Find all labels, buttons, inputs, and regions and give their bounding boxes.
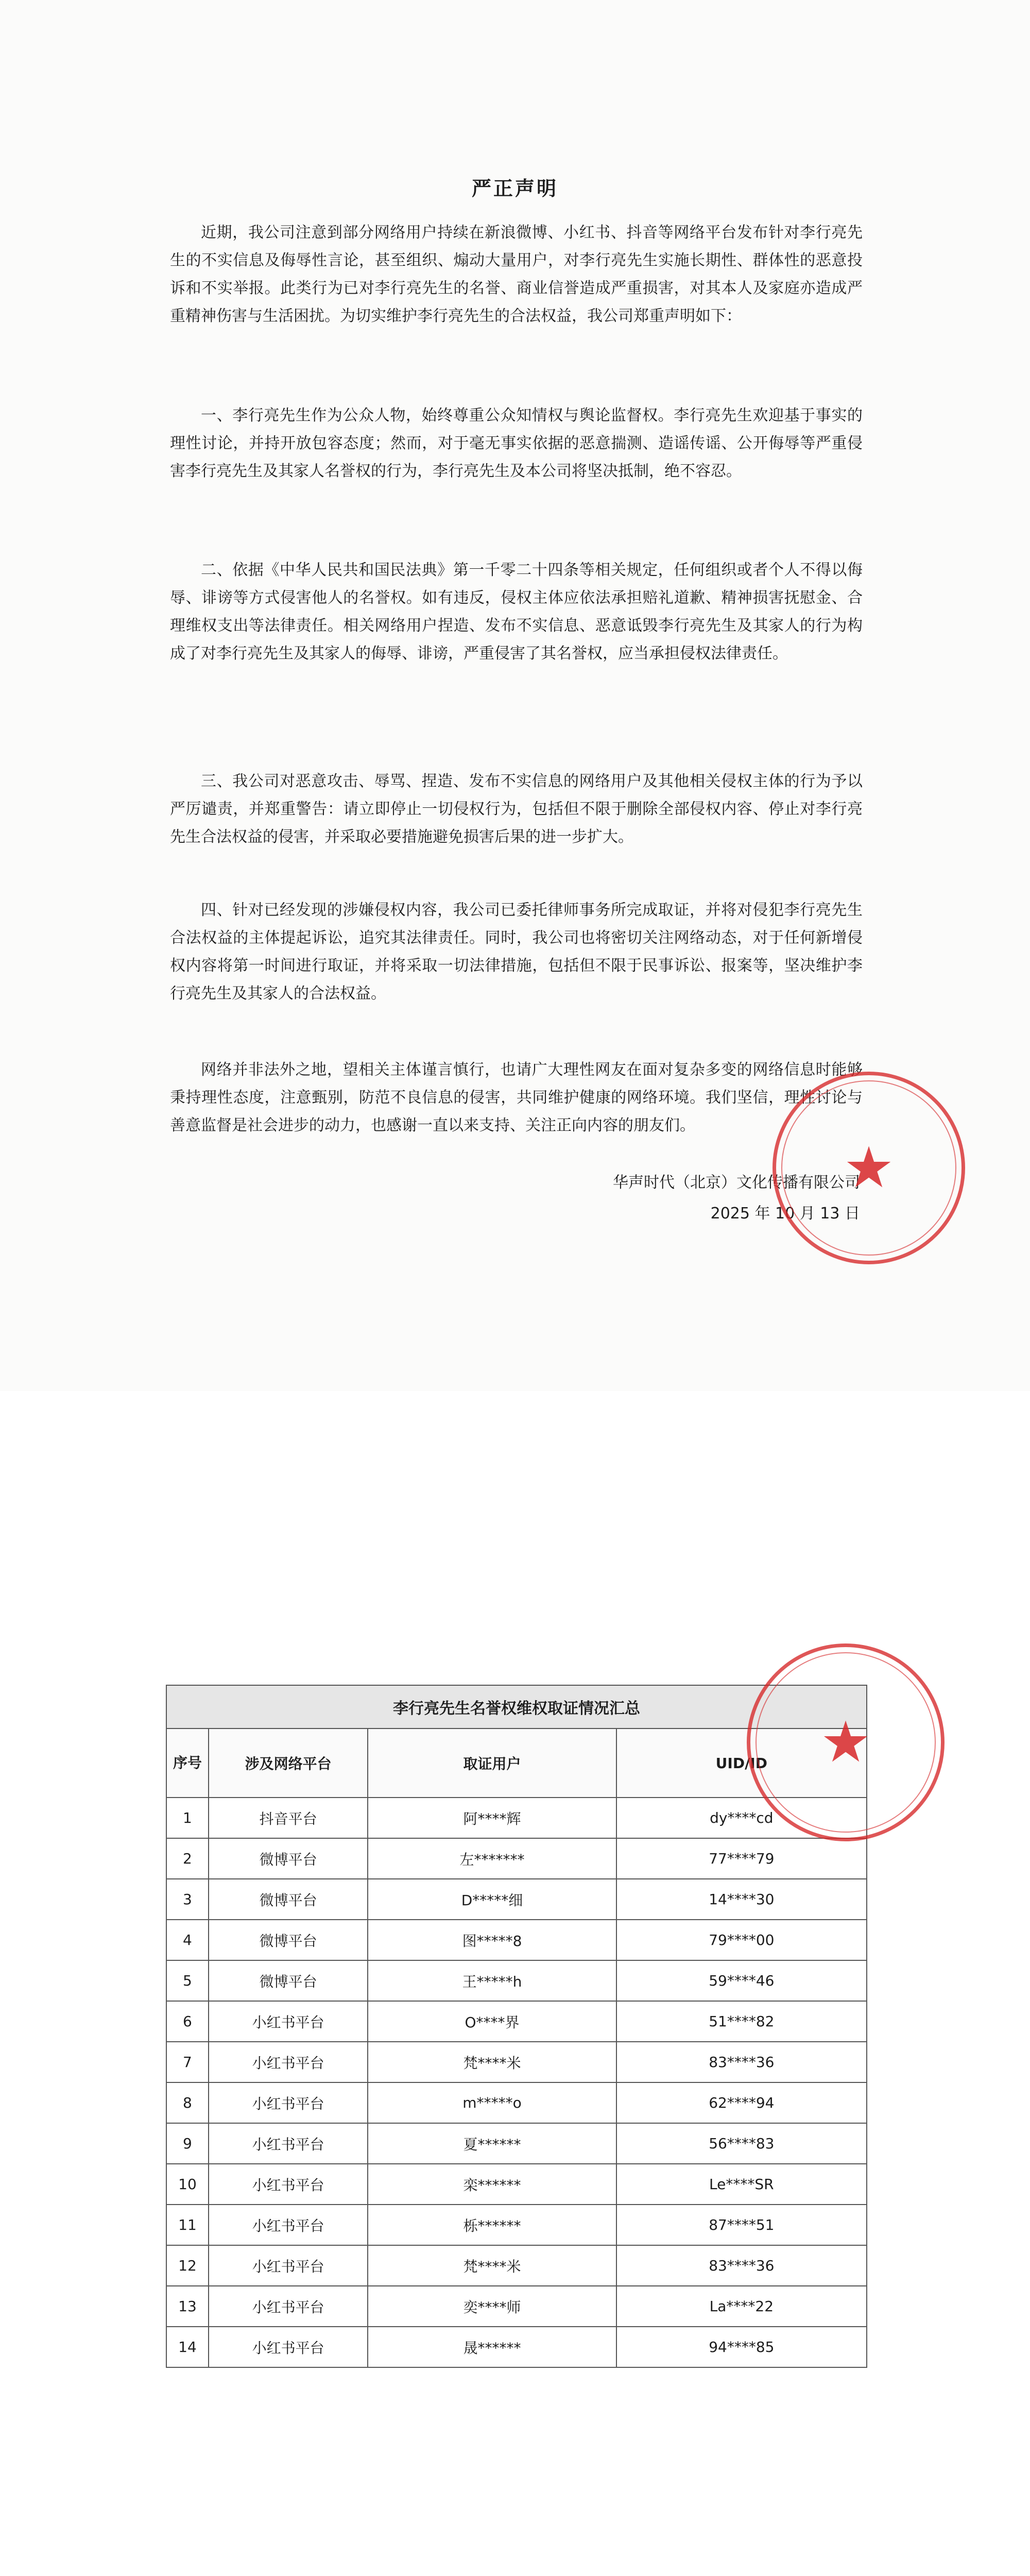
cell-user: 晟****** — [368, 2327, 616, 2367]
cell-uid: 77****79 — [616, 1838, 867, 1879]
table-title: 李行亮先生名誉权维权取证情况汇总 — [166, 1685, 867, 1728]
cell-user: 梵****米 — [368, 2042, 616, 2082]
cell-seq: 14 — [166, 2327, 209, 2367]
cell-platform: 小红书平台 — [209, 2327, 368, 2367]
table-row — [166, 2327, 867, 2367]
cell-platform: 抖音平台 — [209, 1798, 368, 1838]
seal-star-icon: ★ — [843, 1134, 895, 1200]
cell-seq: 7 — [166, 2042, 209, 2082]
clause-2-paragraph: 二、依据《中华人民共和国民法典》第一千零二十四条等相关规定，任何组织或者个人不得以侮辱、诽谤等方式侵害他人的名誉权。如有违反，侵权主体应依法承担赔礼道歉、精神损害抚慰金、合理维权支出等法律责任。相关网络用户捏造、发布不实信息、恶意诋毁李行亮先生及其家人的行为构成了对李行亮先生及其家人的侮辱、诽谤，严重侵害了其名誉权，应当承担侵权法律责任。 — [170, 561, 863, 663]
cell-user: 栾****** — [368, 2164, 616, 2205]
cell-platform: 小红书平台 — [209, 2205, 368, 2245]
header-uid: UID/ID — [616, 1728, 867, 1798]
table-row — [166, 1798, 867, 1838]
cell-user: 图*****8 — [368, 1920, 616, 1960]
cell-seq: 12 — [166, 2245, 209, 2286]
table-row — [166, 2082, 867, 2123]
cell-uid: La****22 — [616, 2286, 867, 2327]
cell-seq: 10 — [166, 2164, 209, 2205]
table-seal-stamp — [747, 1643, 945, 1841]
cell-uid: 79****00 — [616, 1920, 867, 1960]
table-row — [166, 2042, 867, 2082]
cell-seq: 5 — [166, 1960, 209, 2001]
cell-user: 阿****辉 — [368, 1798, 616, 1838]
cell-platform: 微博平台 — [209, 1838, 368, 1879]
cell-uid: 51****82 — [616, 2001, 867, 2042]
table-row — [166, 2205, 867, 2245]
cell-uid: 59****46 — [616, 1960, 867, 2001]
table-row — [166, 2123, 867, 2164]
cell-uid: 14****30 — [616, 1879, 867, 1920]
table-row — [166, 2245, 867, 2286]
cell-platform: 小红书平台 — [209, 2082, 368, 2123]
cell-platform: 小红书平台 — [209, 2001, 368, 2042]
table-row — [166, 2286, 867, 2327]
table-row — [166, 2164, 867, 2205]
cell-platform: 小红书平台 — [209, 2123, 368, 2164]
cell-user: D*****细 — [368, 1879, 616, 1920]
table-row — [166, 1960, 867, 2001]
cell-user: 夏****** — [368, 2123, 616, 2164]
cell-uid: 94****85 — [616, 2327, 867, 2367]
header-user: 取证用户 — [368, 1728, 616, 1798]
cell-user: 栎****** — [368, 2205, 616, 2245]
closing-paragraph: 网络并非法外之地，望相关主体谨言慎行，也请广大理性网友在面对复杂多变的网络信息时能够秉持理性态度，注意甄别，防范不良信息的侵害，共同维护健康的网络环境。我们坚信，理性讨论与善意监督是社会进步的动力，也感谢一直以来支持、关注正向内容的朋友们。 — [170, 1061, 863, 1134]
table-row — [166, 2001, 867, 2042]
cell-platform: 微博平台 — [209, 1920, 368, 1960]
cell-platform: 小红书平台 — [209, 2286, 368, 2327]
intro-paragraph: 近期，我公司注意到部分网络用户持续在新浪微博、小红书、抖音等网络平台发布针对李行亮先生的不实信息及侮辱性言论，甚至组织、煽动大量用户，对李行亮先生实施长期性、群体性的恶意投诉和不实举报。此类行为已对李行亮先生的名誉、商业信誉造成严重损害，对其本人及家庭亦造成严重精神伤害与生活困扰。为切实维护李行亮先生的合法权益，我公司郑重声明如下： — [170, 224, 863, 325]
clause-4-paragraph: 四、针对已经发现的涉嫌侵权内容，我公司已委托律师事务所完成取证，并将对侵犯李行亮先生合法权益的主体提起诉讼，追究其法律责任。同时，我公司也将密切关注网络动态，对于任何新增侵权内容将第一时间进行取证，并将采取一切法律措施，包括但不限于民事诉讼、报案等，坚决维护李行亮先生及其家人的合法权益。 — [170, 901, 863, 1003]
signature-date: 2025 年 10 月 13 日 — [710, 1205, 860, 1223]
cell-uid: 83****36 — [616, 2042, 867, 2082]
cell-user: 王*****h — [368, 1960, 616, 2001]
cell-platform: 微博平台 — [209, 1879, 368, 1920]
header-seq: 序号 — [166, 1728, 209, 1798]
cell-user: 左******* — [368, 1838, 616, 1879]
table-row — [166, 1920, 867, 1960]
table-row — [166, 1879, 867, 1920]
signature-company: 华声时代（北京）文化传播有限公司 — [613, 1174, 860, 1192]
cell-uid: 87****51 — [616, 2205, 867, 2245]
cell-seq: 3 — [166, 1879, 209, 1920]
cell-uid: 83****36 — [616, 2245, 867, 2286]
cell-user: O****界 — [368, 2001, 616, 2042]
cell-user: m*****o — [368, 2082, 616, 2123]
cell-platform: 微博平台 — [209, 1960, 368, 2001]
seal-star-icon: ★ — [820, 1709, 871, 1775]
table-row — [166, 1838, 867, 1879]
cell-seq: 11 — [166, 2205, 209, 2245]
cell-uid: Le****SR — [616, 2164, 867, 2205]
clause-1-paragraph: 一、李行亮先生作为公众人物，始终尊重公众知情权与舆论监督权。李行亮先生欢迎基于事实的理性讨论，并持开放包容态度；然而，对于毫无事实依据的恶意揣测、造谣传谣、公开侮辱等严重侵害李行亮先生及其家人名誉权的行为，李行亮先生及本公司将坚决抵制，绝不容忍。 — [170, 406, 863, 480]
cell-user: 奕****师 — [368, 2286, 616, 2327]
cell-uid: 56****83 — [616, 2123, 867, 2164]
cell-platform: 小红书平台 — [209, 2245, 368, 2286]
header-platform: 涉及网络平台 — [209, 1728, 368, 1798]
cell-seq: 13 — [166, 2286, 209, 2327]
cell-platform: 小红书平台 — [209, 2164, 368, 2205]
cell-seq: 9 — [166, 2123, 209, 2164]
cell-seq: 4 — [166, 1920, 209, 1960]
cell-seq: 6 — [166, 2001, 209, 2042]
cell-seq: 8 — [166, 2082, 209, 2123]
cell-seq: 1 — [166, 1798, 209, 1838]
cell-seq: 2 — [166, 1838, 209, 1879]
cell-uid: dy****cd — [616, 1798, 867, 1838]
cell-platform: 小红书平台 — [209, 2042, 368, 2082]
cell-uid: 62****94 — [616, 2082, 867, 2123]
clause-3-paragraph: 三、我公司对恶意攻击、辱骂、捏造、发布不实信息的网络用户及其他相关侵权主体的行为予以严厉谴责，并郑重警告：请立即停止一切侵权行为，包括但不限于删除全部侵权内容、停止对李行亮先生合法权益的侵害，并采取必要措施避免损害后果的进一步扩大。 — [170, 772, 863, 846]
company-seal-stamp — [772, 1072, 965, 1264]
table-body — [166, 1798, 867, 2367]
statement-title: 严正声明 — [471, 177, 558, 200]
cell-user: 梵****米 — [368, 2245, 616, 2286]
